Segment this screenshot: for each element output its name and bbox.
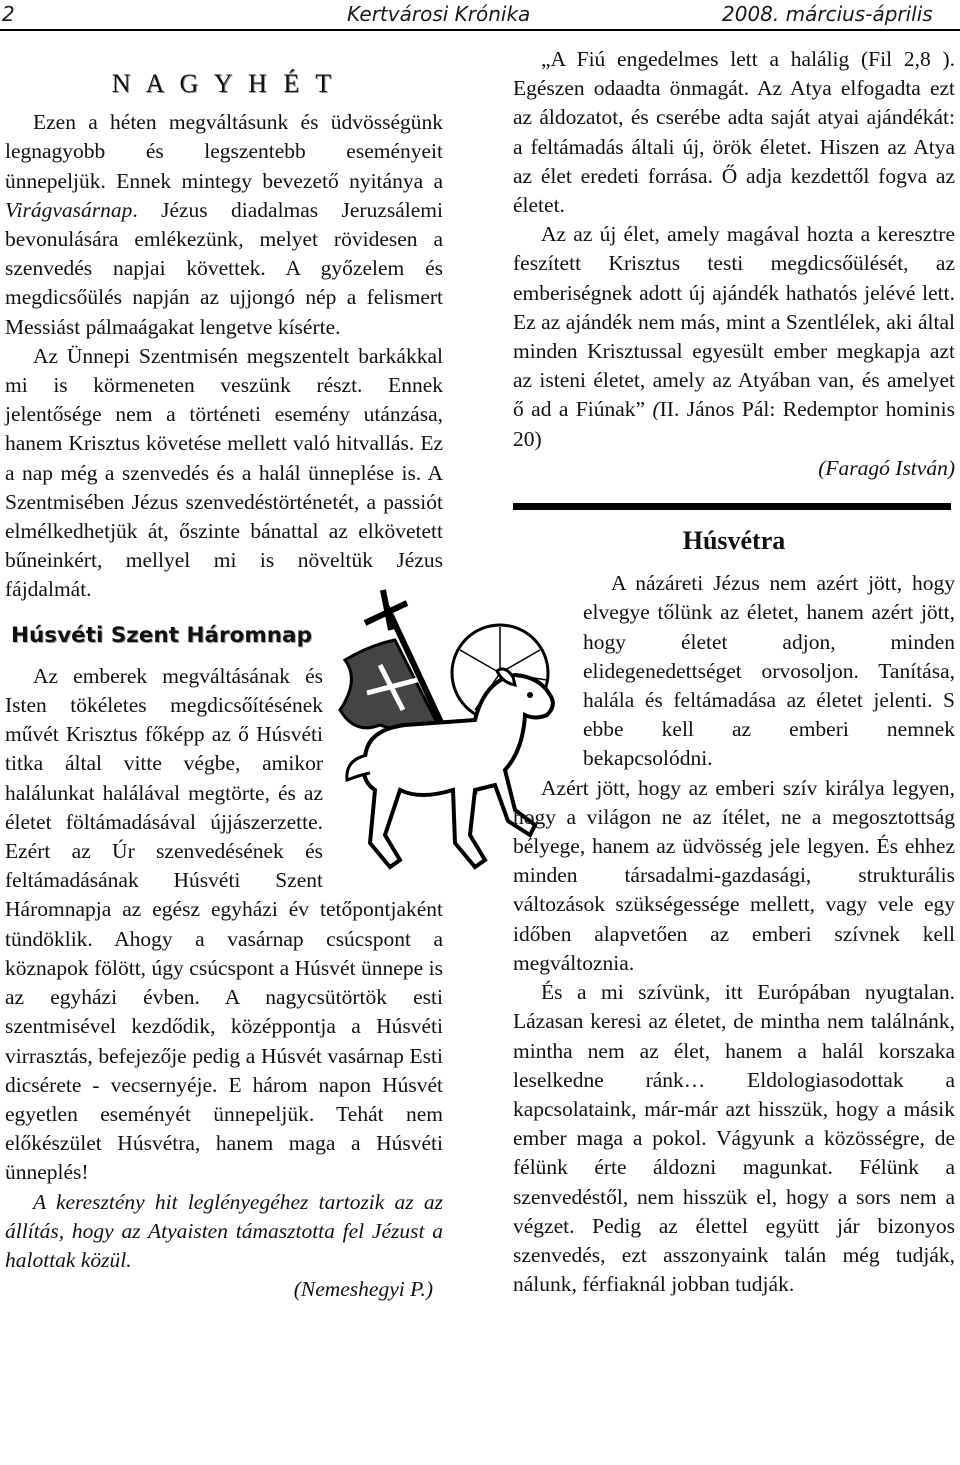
quote-paragraph-1: „A Fiú engedelmes lett a halálig (Fil 2,8 ). Egészen odaadta önmagát. Az Atya elfogadta ezt az áldozatot, és cserébe adta saját atyai ajándékát: a feltámadás általi új, örök életet. Hiszen az Atya az élet eredeti forrása. Ő adja kezdettől fogva az életet. <box>513 47 955 218</box>
page-number: 2 <box>2 2 15 26</box>
signature-farago: (Faragó István) <box>818 455 955 480</box>
nagyhet-paragraph-1: Ezen a héten megváltásunk és üdvösségünk legnagyobb és legszentebb eseményeit ünnepeljük. Ennek mintegy bevezető nyitánya a Virágvasárnap. Jézus diadalmas Jeruzsálemi bevonulására emlékezünk, melyet rövidesen a szenvedés napjai követtek. A győzelem és megdicsőülés napján az ujjongó nép a felismert Messiást pálmaágakat lengetve kísérte. <box>5 110 443 339</box>
nagyhet-title: N A G Y H É T <box>111 69 337 98</box>
haromnap-paragraph: Az emberek megváltásának és Isten tökéletes megdicsőítésének művét Krisztus főképp az ő Húsvéti titka által vitte végbe, amikor halálunkat halálával megtörte, és az életet föltámadásával újjászerzette. Ezért az Úr szenvedésének és feltámadásának Húsvéti Szent Háromnapja az egész egyházi év tetőpontjaként tündöklik. Ahogy a vasárnap csúcspont a köznapok fölött, úgy csúcspont a Húsvét ünnepe is az egyházi évben. A nagycsütörtök esti szentmisével kezdődik, középpontja a Húsvéti virrasztás, befejezője pedig a Húsvét vasárnap Esti dicsérete - vecsernyéje. E három napon Húsvét egyetlen eseményét ünnepeljük. Tehát nem előkészület Húsvétra, hanem maga a Húsvéti ünneplés! <box>5 663 443 1185</box>
nagyhet-paragraph-2: Az Ünnepi Szentmisén megszentelt barkákkal mi is körmeneten veszünk részt. Ennek jelentősége nem a történeti esemény utánzása, hanem Krisztus követése mellett való hitvallás. Ez a nap még a szenvedés és a halál ünneplése is. A Szentmisében Jézus szenvedéstörténetét, a passiót elmélkedhetjük át, őszinte bánattal az elkövetett bűneinkért, mellyel mi is növeltük Jézus fájdalmát. <box>5 343 443 602</box>
header-rule <box>0 29 960 31</box>
husvetra-paragraph-2: Azért jött, hogy az emberi szív királya legyen, hogy a világon ne az ítélet, ne a megosztottság bélyege, hanem az üdvösség jele legyen. És ehhez minden társadalmi-gazdasági, strukturális változások szükségessége mellett, vagy vele egy időben alapvetően az emberi szívnek kell megváltoznia. <box>513 775 955 975</box>
issue-date: 2008. március-április <box>722 2 933 26</box>
left-column <box>5 45 443 1304</box>
husvetra-paragraph-1: A názáreti Jézus nem azért jött, hogy elvegye tőlünk az életet, hanem azért jött, hogy életet adjon, minden elidegenedettséget orvosoljon. Tanítása, halála és feltámadása az életet jelenti. S ebbe kell az emberi nemnek bekapcsolódni. <box>583 571 955 771</box>
right-column <box>513 45 955 1299</box>
quote-paragraph-2: Az az új élet, amely magával hozta a keresztre feszített Krisztus testi megdicsőülését, az emberiségnek adott új ajándék hathatós jelévé lett. Ez az ajándék nem más, mint a Szentlélek, aki által minden Krisztussal egyesült ember megkapja azt az isteni életet, amely az Atyában van, és amelyet ő ad a Fiúnak” (II. János Pál: Redemptor hominis 20) <box>513 222 955 451</box>
husvetra-heading: Húsvétra <box>682 526 786 556</box>
haromnap-quote: A keresztény hit leglényegéhez tartozik az az állítás, hogy az Atyaisten támasztotta fel Jézust a halottak közül. <box>5 1189 443 1272</box>
husvetra-paragraph-3: És a mi szívünk, itt Európában nyugtalan. Lázasan keresi az életet, de mintha nem találnánk, mintha nem az élet, hanem a halál korszaka leselkedne ránk… Eldologiasodottak a kapcsolataink, már-már azt hisszük, hogy a másik ember maga a pokol. Vágyunk a közösségre, de félünk érte áldozni magunkat. Félünk a szenvedéstől, nem hisszük el, hogy a sors nem a végzet. Pedig az élettel együtt jár bizonyos szenvedés, ezt asszonyaink talán még tudják, nálunk, férfiaknál jobban tudják. <box>513 980 955 1297</box>
section-divider <box>513 503 951 510</box>
page-header <box>0 0 960 30</box>
haromnap-heading: Húsvéti Szent Háromnap <box>11 622 312 648</box>
viragvasarnap-emphasis: Virágvasárnap <box>5 197 133 222</box>
signature-nemeshegyi: (Nemeshegyi P.) <box>293 1277 433 1302</box>
publication-title: Kertvárosi Krónika <box>347 2 531 26</box>
